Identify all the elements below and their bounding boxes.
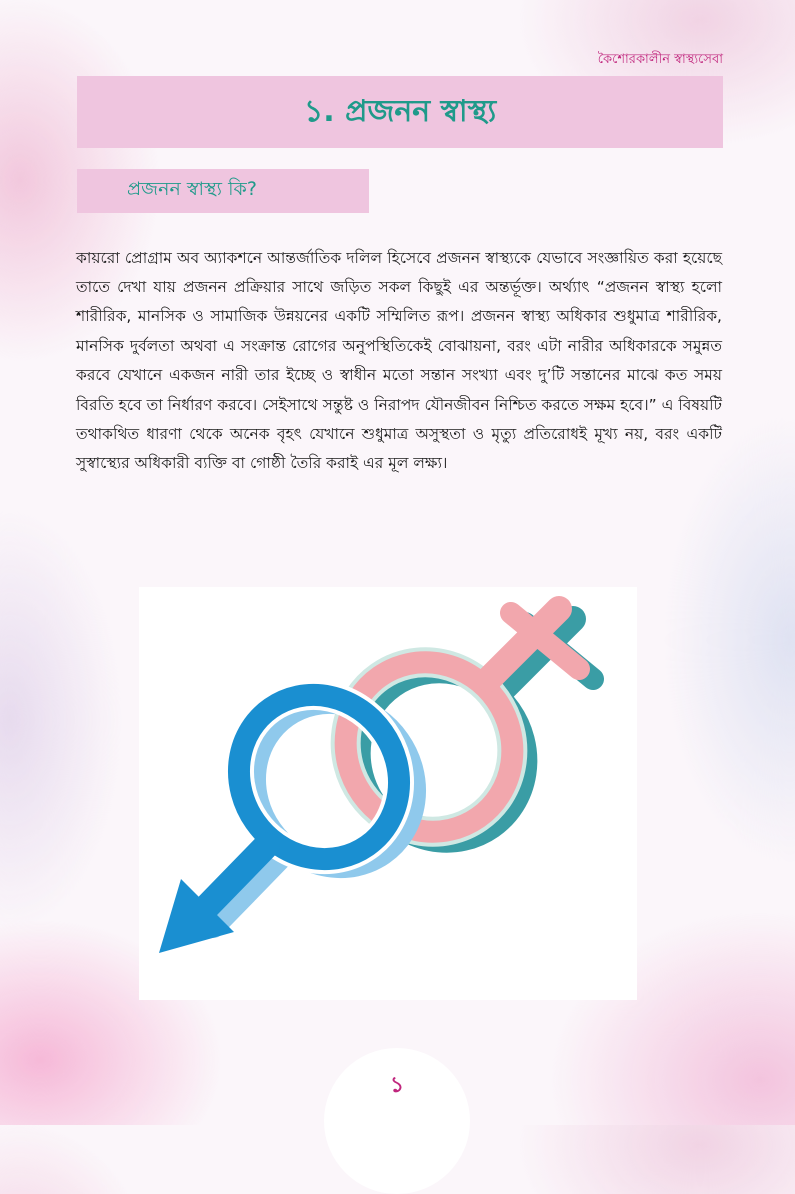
female-symbol-icon xyxy=(313,609,593,874)
male-symbol-icon xyxy=(159,663,447,953)
running-header: কৈশোরকালীন স্বাস্থ্যসেবা xyxy=(597,52,723,67)
gender-symbols-illustration xyxy=(139,587,637,1000)
section-heading-band xyxy=(77,169,369,213)
page-number: ১ xyxy=(389,1073,405,1098)
chapter-title: ১. প্রজনন স্বাস্থ্য xyxy=(303,93,497,129)
body-paragraph: কায়রো প্রোগ্রাম অব অ্যাকশনে আন্তর্জাতিক দলিল হিসেবে প্রজনন স্বাস্থ্যকে যেভাবে সংজ্ঞায়িত করা হয়েছে তাতে দেখা যায় প্রজনন প্রক্রিয়ার সাথে জড়িত সকল কিছুই এর অন্তর্ভূক্ত। অর্থ্যাৎ “প্রজনন স্বাস্থ্য হলো শারীরিক, মানসিক ও সামাজিক উন্নয়নের একটি সম্মিলিত রূপ। প্রজনন স্বাস্থ্য অধিকার শুধুমাত্র শারীরিক, মানসিক দুর্বলতা অথবা এ সংক্রান্ত রোগের অনুপস্থিতিকেই বোঝায়না, বরং এটা নারীর অধিকারকে সমুন্নত করবে যেখানে একজন নারী তার ইচ্ছে ও স্বাধীন মতো সন্তান সংখ্যা এবং দু’টি সন্তানের মাঝে কত সময় বিরতি হবে তা নির্ধারণ করবে। সেইসাথে সন্তুষ্ট ও নিরাপদ যৌনজীবন নিশ্চিত করতে সক্ষম হবে।” এ বিষয়টি তথাকথিত ধারণা থেকে অনেক বৃহৎ যেখানে শুধুমাত্র অসুস্থতা ও মৃত্যু প্রতিরোধই মূখ্য নয়, বরং একটি সুস্বাস্থ্যের অধিকারী ব্যক্তি বা গোষ্ঠী তৈরি করাই এর মূল লক্ষ্য। xyxy=(76,248,722,473)
chapter-title-band xyxy=(77,76,723,148)
section-heading: প্রজনন স্বাস্থ্য কি? xyxy=(127,178,257,200)
